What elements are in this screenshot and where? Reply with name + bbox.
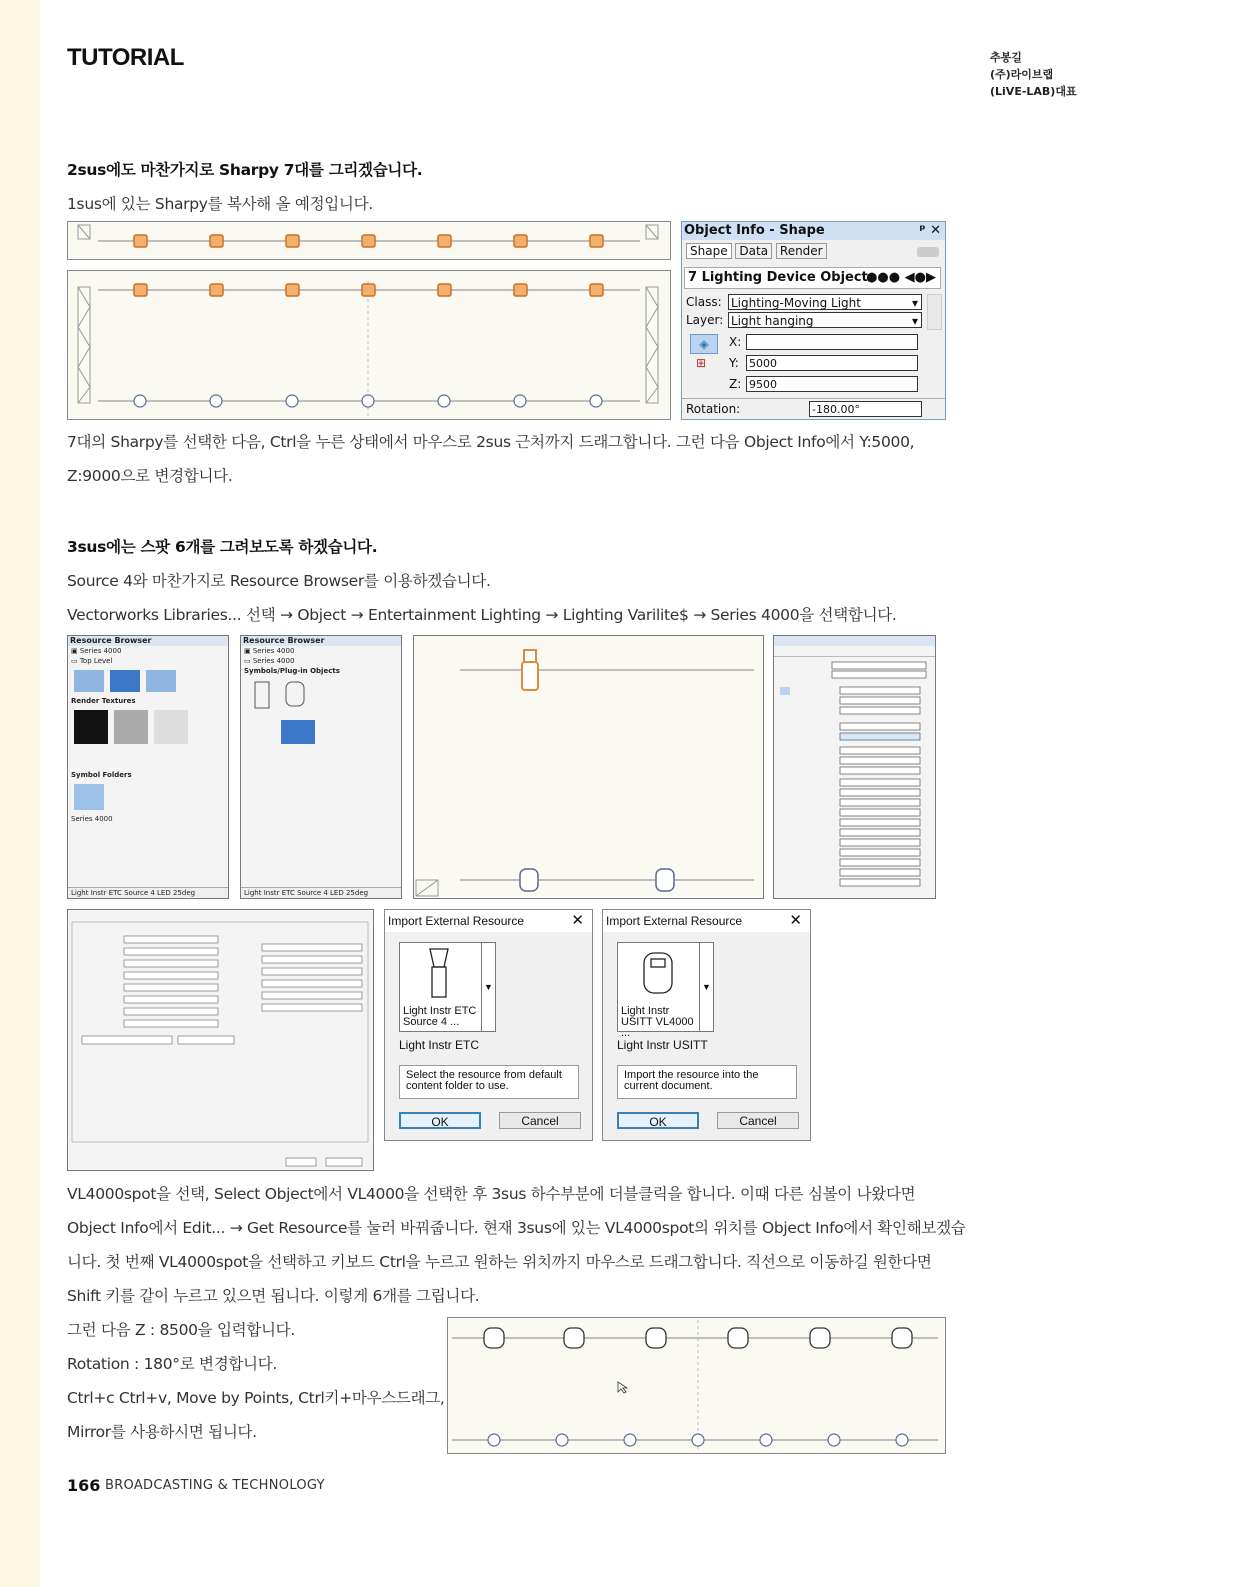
divider [682,398,945,399]
class-value: Lighting-Moving Light [731,296,861,310]
object-info-palette[interactable] [681,221,946,420]
rb1-folder[interactable]: ▭ Top Level [71,657,113,665]
texture-swatch[interactable] [74,710,108,744]
chevron-down-icon: ▾ [911,296,918,310]
palette-title: Object Info - Shape [684,223,825,238]
dialog-form-fields[interactable] [68,910,373,1170]
layer-value: Light hanging [731,314,814,328]
ok-button[interactable]: OK [399,1112,481,1129]
rb1-textures [68,706,228,748]
rb1-symbol-header[interactable]: Symbol Folders [71,771,132,779]
palette-titlebar[interactable] [682,222,945,240]
magazine-name: BROADCASTING & TECHNOLOGY [105,1478,325,1493]
palette-scrollbar[interactable] [927,294,942,330]
resource-thumbnail[interactable] [110,670,140,692]
rb2-file-name: Series 4000 [252,647,295,655]
rb2-file[interactable]: ▣ Series 4000 [244,647,295,655]
rb2-folder-name: Series 4000 [252,657,295,665]
layer-row [686,313,723,327]
palette-close-icon[interactable]: ᵖ ✕ [919,223,941,238]
rb2-folder[interactable]: ▭ Series 4000 [244,657,295,665]
dialog-message: Select the resource from default content folder to use. [399,1065,579,1099]
plan-view-3sus-final [447,1317,946,1454]
texture-swatch[interactable] [154,710,188,744]
tab-shape[interactable]: Shape [686,243,732,259]
rb1-file[interactable]: ▣ Series 4000 [71,647,122,655]
position-center-icon[interactable]: ◈ [690,334,718,354]
chevron-down-icon[interactable]: ▼ [481,942,496,1032]
section1-body-2: Z:9000으로 변경합니다. [67,467,233,485]
section1-intro: 1sus에 있는 Sharpy를 복사해 올 예정입니다. [67,195,373,213]
step-copy: Ctrl+c Ctrl+v, Move by Points, Ctrl키+마우스드래그, [67,1389,445,1407]
resource-name: Light Instr ETC [399,1038,480,1052]
author-block [990,49,1077,100]
rb2-title: Resource Browser [241,636,401,646]
resource-browser-2[interactable] [240,635,402,899]
tab-data[interactable]: Data [735,243,772,259]
rb1-status: Light Instr ETC Source 4 LED 25deg [68,887,228,898]
author-name: 추봉길 [990,51,1022,64]
dialog-message: Import the resource into the current document. [617,1065,797,1099]
dialog-title: Import External Resource [388,914,525,928]
resource-thumbnail[interactable] [146,670,176,692]
oi-small-titlebar [774,636,935,646]
close-icon[interactable]: ✕ [789,912,802,929]
oi-small-tabs[interactable] [774,646,935,657]
section3-para-2: Object Info에서 Edit... → Get Resource를 눌러 바꿔줍니다. 현재 3sus에 있는 VL4000spot의 위치를 Object Info에서 확인해보겠습 [67,1219,966,1237]
step-z: 그런 다음 Z : 8500을 입력합니다. [67,1321,295,1339]
section3-para-4: Shift 키를 같이 누르고 있으면 됩니다. 이렇게 6개를 그립니다. [67,1287,480,1305]
sharpy-row-1sus [68,222,670,259]
oi-small-fields[interactable] [774,657,935,897]
section1-heading: 2sus에도 마찬가지로 Sharpy 7대를 그리겠습니다. [67,161,423,179]
layer-label: Layer: [686,313,724,327]
rb1-thumbnails [68,666,228,696]
author-company: (주)라이브랩 [990,68,1054,81]
ok-button[interactable]: OK [617,1112,699,1129]
resource-thumbnail[interactable] [74,670,104,692]
layer-select[interactable] [728,312,922,328]
chevron-down-icon: ▾ [911,314,918,328]
plan-view-2sus [67,270,671,420]
spot-row-drawing [448,1318,945,1453]
resource-thumbnail-etc[interactable] [399,942,483,1032]
cancel-button[interactable]: Cancel [717,1112,799,1129]
tab-render[interactable]: Render [776,243,827,259]
rb1-file-name: Series 4000 [79,647,122,655]
rb2-symbol-thumbnails[interactable] [241,676,401,746]
thumb-label: Light Instr ETC Source 4 ... [403,1005,477,1028]
close-icon[interactable]: ✕ [571,912,584,929]
rb1-title: Resource Browser [68,636,228,646]
rb1-folder-name: Top Level [79,657,113,665]
rotation-field[interactable]: -180.00° [809,401,922,417]
folder-icon[interactable] [74,784,104,810]
texture-swatch[interactable] [114,710,148,744]
resource-thumbnail-usitt[interactable] [617,942,701,1039]
selection-nav-icon[interactable]: ●●● ◀●▶ [866,270,936,285]
page-margin-band [0,0,40,1587]
page-number: 166 [67,1476,101,1495]
y-label: Y: [729,356,739,370]
section2-line2: Vectorworks Libraries... 선택 → Object → Entertainment Lighting → Lighting Varilite$ → Series 4000을 선택합니다. [67,606,897,624]
truss-plan-drawing [68,271,670,419]
dialog-titlebar [385,910,592,932]
drawing-view-3sus[interactable] [413,635,764,899]
drawing-canvas [414,636,763,898]
section2-line1: Source 4와 마찬가지로 Resource Browser를 이용하겠습니다. [67,572,491,590]
rb2-status: Light Instr ETC Source 4 LED 25deg [241,887,401,898]
z-field[interactable]: 9500 [746,376,918,392]
z-label: Z: [729,377,742,391]
section3-para-1: VL4000spot을 선택, Select Object에서 VL4000을 선택한 후 3sus 하수부분에 더블클릭을 합니다. 이때 다른 심볼이 나왔다면 [67,1185,916,1203]
rb2-section-header[interactable]: Symbols/Plug-in Objects [244,667,340,675]
plan-view-strip [67,221,671,260]
fixture-usitt-icon [618,943,698,1003]
lighting-device-dialog[interactable] [67,909,374,1171]
class-label: Class: [686,295,722,309]
3d-origin-icon: ⊞ [696,356,707,370]
resource-browser-1[interactable] [67,635,229,899]
x-field[interactable] [746,334,918,350]
x-label: X: [729,335,742,349]
section-title: TUTORIAL [67,44,184,71]
fixture-etc-icon [400,943,480,1003]
class-select[interactable] [728,294,922,310]
resource-name: Light Instr USITT [617,1038,708,1052]
import-dialog-usitt[interactable] [602,909,811,1141]
rotation-label: Rotation: [686,402,741,416]
cancel-button[interactable]: Cancel [499,1112,581,1129]
dialog-title: Import External Resource [606,914,743,928]
section2-heading: 3sus에는 스팟 6개를 그려보도록 하겠습니다. [67,538,378,556]
thumb-label: Light Instr USITT VL4000 ... [621,1005,694,1039]
selection-summary [684,267,941,289]
author-role: (LiVE-LAB)대표 [990,85,1077,98]
step-mirror: Mirror를 사용하시면 됩니다. [67,1423,257,1441]
step-rotation: Rotation : 180°로 변경합니다. [67,1355,278,1373]
palette-menu-icon[interactable] [917,247,939,257]
section1-body-1: 7대의 Sharpy를 선택한 다음, Ctrl을 누른 상태에서 마우스로 2sus 근처까지 드래그합니다. 그런 다음 Object Info에서 Y:5000, [67,433,915,451]
palette-tabs [686,244,827,258]
selection-label: 7 Lighting Device Objects [688,270,876,285]
class-row [686,295,722,309]
chevron-down-icon[interactable]: ▼ [699,942,714,1032]
section3-para-3: 니다. 첫 번째 VL4000spot을 선택하고 키보드 Ctrl을 누르고 원하는 위치까지 마우스로 드래그합니다. 직선으로 이동하길 원한다면 [67,1253,932,1271]
rb1-render-header[interactable]: Render Textures [71,697,136,705]
import-dialog-etc[interactable] [384,909,593,1141]
dialog-titlebar [603,910,810,932]
y-field[interactable]: 5000 [746,355,918,371]
rb1-folder-item[interactable]: Series 4000 [71,815,113,823]
object-info-lighting-device[interactable] [773,635,936,899]
